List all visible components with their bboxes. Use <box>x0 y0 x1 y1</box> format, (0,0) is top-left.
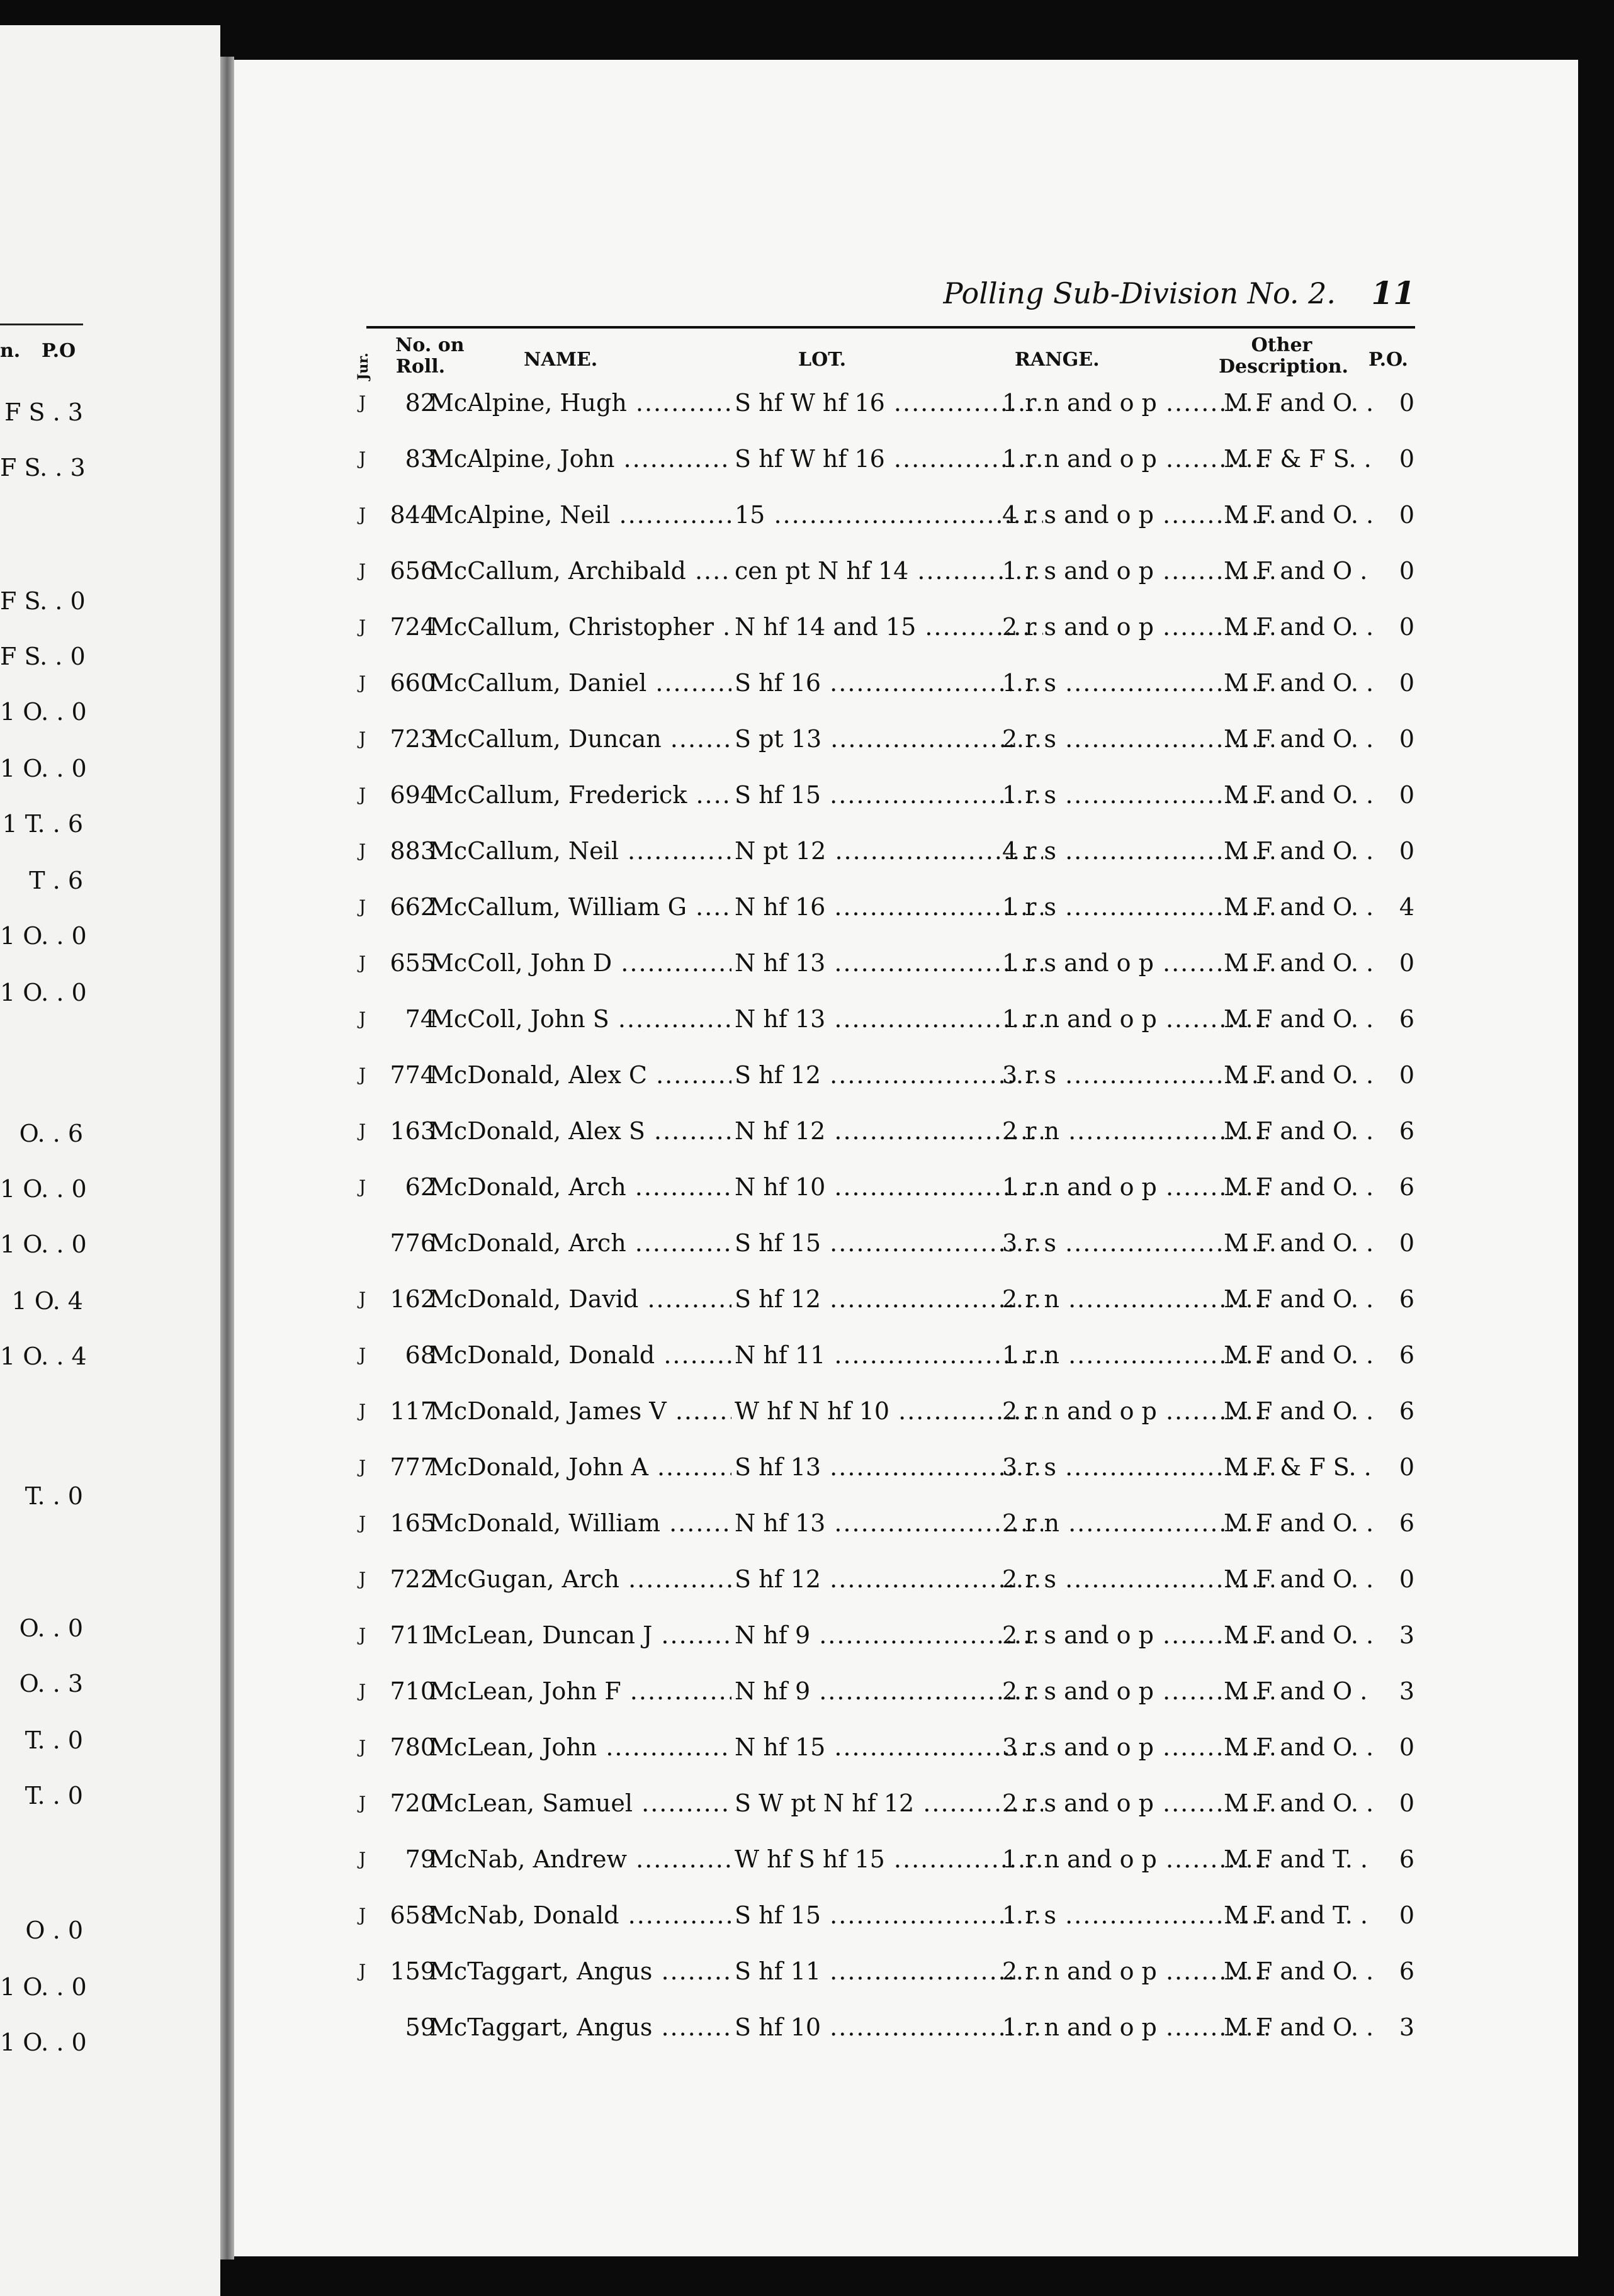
row-jur: J <box>359 560 366 581</box>
row-range: 3 r s ..... <box>1002 1448 1274 1486</box>
left-page-fragment: 1 O. . 0 <box>0 922 87 950</box>
row-range: 1 r n and o p ..... <box>1002 384 1274 422</box>
col-po: P.O. <box>1369 349 1408 371</box>
row-description: M F and O. . <box>1224 1733 1374 1761</box>
table-row <box>353 1336 1423 1392</box>
row-po: 3 <box>1399 1621 1415 1649</box>
row-description: M F and T. . <box>1224 1901 1368 1929</box>
row-name: McCallum, William G ..... <box>429 888 731 926</box>
col-no-on-roll <box>395 334 465 378</box>
row-roll-number: 660 <box>390 669 436 697</box>
row-description: M F and O. . <box>1224 1061 1374 1089</box>
row-name: McLean, John F ..... <box>429 1672 731 1710</box>
row-po: 4 <box>1399 893 1415 921</box>
row-roll-number: 656 <box>390 557 436 585</box>
row-jur: J <box>359 1736 366 1757</box>
row-range: 3 r s ..... <box>1002 1224 1274 1262</box>
book-spine <box>220 57 234 2259</box>
row-name: McDonald, John A ..... <box>429 1448 731 1486</box>
row-range: 1 r s and o p ..... <box>1002 944 1274 982</box>
left-page-fragment: 1 O. . 0 <box>0 1230 87 1258</box>
row-description: M F & F S. . <box>1224 445 1372 473</box>
row-lot: S hf 15 ..... <box>735 776 1043 814</box>
row-po: 6 <box>1399 1117 1415 1145</box>
row-range: 2 r n and o p ..... <box>1002 1392 1274 1430</box>
row-roll-number: 777 <box>390 1453 436 1481</box>
left-page-fragment: O. . 0 <box>19 1614 83 1642</box>
page-title: Polling Sub-Division No. 2. <box>943 276 1336 310</box>
row-range: 2 r n and o p ..... <box>1002 1952 1274 1990</box>
row-jur: J <box>359 784 366 805</box>
table-row <box>353 1784 1423 1840</box>
row-jur: J <box>359 1849 366 1869</box>
table-row <box>353 1168 1423 1224</box>
table-row <box>353 1616 1423 1672</box>
row-description: M F and O. . <box>1224 1789 1374 1817</box>
row-name: McDonald, William ..... <box>429 1504 731 1542</box>
row-range: 2 r n ..... <box>1002 1112 1274 1150</box>
row-po: 0 <box>1399 1733 1415 1761</box>
row-description: M F and O. . <box>1224 2013 1374 2041</box>
row-name: McNab, Andrew ..... <box>429 1840 731 1878</box>
row-roll-number: 165 <box>390 1509 436 1537</box>
row-name: McLean, Samuel ..... <box>429 1784 731 1822</box>
row-po: 6 <box>1399 1845 1415 1873</box>
row-po: 6 <box>1399 1285 1415 1313</box>
row-range: 1 r n ..... <box>1002 1336 1274 1374</box>
row-description: M F and O. . <box>1224 1005 1374 1033</box>
row-po: 0 <box>1399 1061 1415 1089</box>
row-name: McDonald, James V ..... <box>429 1392 731 1430</box>
col-other-description <box>1219 334 1348 378</box>
row-description: M F and O. . <box>1224 725 1374 753</box>
col-lot: LOT. <box>798 349 847 371</box>
table-row <box>353 1056 1423 1112</box>
row-roll-number: 658 <box>390 1901 436 1929</box>
row-jur: J <box>359 392 366 413</box>
row-range: 1 r s ..... <box>1002 888 1274 926</box>
row-po: 0 <box>1399 557 1415 585</box>
row-description: M F and O. . <box>1224 1957 1374 1985</box>
row-lot: 15 ..... <box>735 496 1043 534</box>
row-roll-number: 722 <box>390 1565 436 1593</box>
row-lot: N hf 13 ..... <box>735 1000 1043 1038</box>
row-range: 2 r s and o p ..... <box>1002 608 1274 646</box>
row-name: McDonald, Arch ..... <box>429 1224 731 1262</box>
row-roll-number: 74 <box>405 1005 436 1033</box>
left-page-fragment: 1 O. . 0 <box>0 755 87 782</box>
col-jur: Jur. <box>355 352 371 380</box>
row-lot: S hf 16 ..... <box>735 664 1043 702</box>
row-po: 6 <box>1399 1397 1415 1425</box>
row-name: McDonald, Alex S ..... <box>429 1112 731 1150</box>
row-roll-number: 117 <box>390 1397 436 1425</box>
row-range: 1 r n and o p ..... <box>1002 1000 1274 1038</box>
row-po: 0 <box>1399 445 1415 473</box>
row-po: 6 <box>1399 1957 1415 1985</box>
row-po: 0 <box>1399 1229 1415 1257</box>
row-roll-number: 83 <box>405 445 436 473</box>
row-roll-number: 62 <box>405 1173 436 1201</box>
row-description: M F and T. . <box>1224 1845 1368 1873</box>
left-page-fragment: O. . 3 <box>19 1670 83 1697</box>
left-page-fragment: F S. . 0 <box>0 587 86 615</box>
table-row <box>353 776 1423 832</box>
row-description: M F and O. . <box>1224 837 1374 865</box>
row-range: 1 r s and o p ..... <box>1002 552 1274 590</box>
row-lot: S hf 12 ..... <box>735 1056 1043 1094</box>
row-lot: N hf 16 ..... <box>735 888 1043 926</box>
row-name: McLean, John ..... <box>429 1728 731 1766</box>
row-lot: S pt 13 ..... <box>735 720 1043 758</box>
left-page-rule <box>0 324 83 325</box>
left-page-fragment: T. . 0 <box>25 1482 83 1510</box>
row-name: McDonald, Alex C ..... <box>429 1056 731 1094</box>
row-jur: J <box>359 1176 366 1197</box>
row-name: McDonald, David ..... <box>429 1280 731 1318</box>
row-description: M F and O. . <box>1224 669 1374 697</box>
table-row <box>353 664 1423 720</box>
row-po: 6 <box>1399 1509 1415 1537</box>
row-description: M F and O. . <box>1224 1285 1374 1313</box>
row-range: 3 r s and o p ..... <box>1002 1728 1274 1766</box>
left-page-fragment: 1 O. . 0 <box>0 2029 87 2056</box>
left-page-fragment: 1 O. . 0 <box>0 1973 87 2001</box>
row-po: 0 <box>1399 389 1415 417</box>
table-row <box>353 1112 1423 1168</box>
row-lot: cen pt N hf 14 ..... <box>735 552 1043 590</box>
left-page-fragment: 1 T. . 6 <box>2 810 83 838</box>
left-page-fragment: T. . 0 <box>25 1782 83 1809</box>
row-range: 1 r n and o p ..... <box>1002 1840 1274 1878</box>
row-name: McAlpine, Neil ..... <box>429 496 731 534</box>
row-lot: N hf 11 ..... <box>735 1336 1043 1374</box>
table-row <box>353 2008 1423 2064</box>
table-row <box>353 1280 1423 1336</box>
row-description: M F and O. . <box>1224 1341 1374 1369</box>
table-row <box>353 1840 1423 1896</box>
row-po: 3 <box>1399 1677 1415 1705</box>
row-roll-number: 711 <box>390 1621 436 1649</box>
table-row <box>353 720 1423 776</box>
row-jur: J <box>359 1568 366 1589</box>
row-po: 0 <box>1399 949 1415 977</box>
row-po: 0 <box>1399 837 1415 865</box>
row-lot: S hf 12 ..... <box>735 1280 1043 1318</box>
col-range: RANGE. <box>1015 349 1100 371</box>
row-lot: S hf 12 ..... <box>735 1560 1043 1598</box>
row-po: 0 <box>1399 725 1415 753</box>
table-row <box>353 1728 1423 1784</box>
row-roll-number: 159 <box>390 1957 436 1985</box>
row-lot: N hf 12 ..... <box>735 1112 1043 1150</box>
row-roll-number: 724 <box>390 613 436 641</box>
row-jur: J <box>359 840 366 861</box>
table-row <box>353 1224 1423 1280</box>
row-description: M F and O. . <box>1224 389 1374 417</box>
row-jur: J <box>359 1120 366 1141</box>
row-range: 2 r s and o p ..... <box>1002 1672 1274 1710</box>
left-page-fragment: 1 O. . 4 <box>0 1342 87 1370</box>
row-roll-number: 82 <box>405 389 436 417</box>
left-page-fragment: 1 O. . 0 <box>0 979 87 1006</box>
row-range: 3 r s ..... <box>1002 1056 1274 1094</box>
page-number: 11 <box>1371 274 1415 312</box>
row-roll-number: 780 <box>390 1733 436 1761</box>
row-name: McCallum, Frederick ..... <box>429 776 731 814</box>
row-po: 6 <box>1399 1005 1415 1033</box>
left-page-fragment: O . 0 <box>25 1916 83 1944</box>
row-po: 0 <box>1399 781 1415 809</box>
row-range: 1 r n and o p ..... <box>1002 440 1274 478</box>
row-name: McCallum, Neil ..... <box>429 832 731 870</box>
row-roll-number: 694 <box>390 781 436 809</box>
row-description: M F and O. . <box>1224 1565 1374 1593</box>
row-range: 2 r n ..... <box>1002 1504 1274 1542</box>
row-description: M F and O. . <box>1224 1621 1374 1649</box>
row-jur: J <box>359 1064 366 1085</box>
row-description: M F and O. . <box>1224 949 1374 977</box>
left-page-fragment: 1 O. . 0 <box>0 698 87 726</box>
table-row <box>353 944 1423 1000</box>
row-description: M F and O. . <box>1224 893 1374 921</box>
row-po: 0 <box>1399 1901 1415 1929</box>
row-lot: S hf W hf 16 ..... <box>735 384 1043 422</box>
row-roll-number: 162 <box>390 1285 436 1313</box>
left-page-fragment: T. . 0 <box>25 1726 83 1754</box>
left-page-fragment: T . 6 <box>29 867 83 894</box>
voter-list <box>353 384 1423 2064</box>
row-jur: J <box>359 1512 366 1533</box>
row-jur: J <box>359 504 366 525</box>
row-roll-number: 774 <box>390 1061 436 1089</box>
row-po: 0 <box>1399 669 1415 697</box>
column-headers <box>353 335 1423 389</box>
row-po: 6 <box>1399 1341 1415 1369</box>
row-lot: N hf 15 ..... <box>735 1728 1043 1766</box>
row-po: 0 <box>1399 1453 1415 1481</box>
table-row <box>353 1896 1423 1952</box>
row-lot: S hf 15 ..... <box>735 1896 1043 1934</box>
table-row <box>353 1672 1423 1728</box>
row-range: 2 r s and o p ..... <box>1002 1784 1274 1822</box>
row-description: M F and O. . <box>1224 1117 1374 1145</box>
row-name: McCallum, Archibald ..... <box>429 552 731 590</box>
row-range: 1 r s ..... <box>1002 776 1274 814</box>
col-no-on-roll-line1: No. on <box>395 334 465 356</box>
row-range: 2 r s ..... <box>1002 720 1274 758</box>
left-header-po: P.O <box>42 340 76 362</box>
row-po: 6 <box>1399 1173 1415 1201</box>
row-jur: J <box>359 1624 366 1645</box>
row-jur: J <box>359 1400 366 1421</box>
table-row <box>353 1560 1423 1616</box>
left-page-fragment: 1 O. 4 <box>11 1287 83 1315</box>
row-po: 0 <box>1399 613 1415 641</box>
row-jur: J <box>359 1792 366 1813</box>
row-lot: N hf 9 ..... <box>735 1616 1043 1654</box>
table-row <box>353 1504 1423 1560</box>
row-name: McAlpine, John ..... <box>429 440 731 478</box>
left-page-fragment: F S . 3 <box>4 398 83 426</box>
row-roll-number: 655 <box>390 949 436 977</box>
row-lot: S hf 11 ..... <box>735 1952 1043 1990</box>
row-range: 4 r s ..... <box>1002 832 1274 870</box>
row-roll-number: 662 <box>390 893 436 921</box>
row-name: McColl, John S ..... <box>429 1000 731 1038</box>
row-po: 0 <box>1399 1789 1415 1817</box>
row-range: 4 r s and o p ..... <box>1002 496 1274 534</box>
table-row <box>353 1952 1423 2008</box>
row-roll-number: 79 <box>405 1845 436 1873</box>
table-row <box>353 496 1423 552</box>
table-row <box>353 1448 1423 1504</box>
row-name: McCallum, Duncan ..... <box>429 720 731 758</box>
row-range: 1 r s ..... <box>1002 1896 1274 1934</box>
row-po: 0 <box>1399 501 1415 529</box>
row-lot: N hf 14 and 15 ..... <box>735 608 1043 646</box>
row-name: McTaggart, Angus ..... <box>429 2008 731 2046</box>
row-range: 2 r n ..... <box>1002 1280 1274 1318</box>
left-page-fragment: F S. . 3 <box>0 454 86 481</box>
row-jur: J <box>359 448 366 469</box>
row-description: M F and O . <box>1224 557 1368 585</box>
row-jur: J <box>359 1961 366 1981</box>
row-range: 1 r n and o p ..... <box>1002 1168 1274 1206</box>
table-row <box>353 440 1423 496</box>
row-name: McCallum, Christopher ..... <box>429 608 731 646</box>
row-description: M F and O. . <box>1224 1397 1374 1425</box>
col-other-line1: Other <box>1251 334 1312 356</box>
row-roll-number: 710 <box>390 1677 436 1705</box>
row-jur: J <box>359 672 366 693</box>
left-page <box>0 25 220 2296</box>
row-lot: W hf S hf 15 ..... <box>735 1840 1043 1878</box>
row-jur: J <box>359 1456 366 1477</box>
row-roll-number: 776 <box>390 1229 436 1257</box>
row-lot: N hf 13 ..... <box>735 1504 1043 1542</box>
row-roll-number: 844 <box>390 501 436 529</box>
row-name: McDonald, Arch ..... <box>429 1168 731 1206</box>
col-name: NAME. <box>524 349 598 371</box>
row-lot: N hf 9 ..... <box>735 1672 1043 1710</box>
row-roll-number: 59 <box>405 2013 436 2041</box>
table-row <box>353 552 1423 608</box>
row-description: M F and O. . <box>1224 501 1374 529</box>
row-po: 0 <box>1399 1565 1415 1593</box>
row-description: M F and O. . <box>1224 613 1374 641</box>
row-name: McDonald, Donald ..... <box>429 1336 731 1374</box>
header-rule <box>366 326 1415 329</box>
row-description: M F and O. . <box>1224 1229 1374 1257</box>
row-description: M F and O. . <box>1224 1173 1374 1201</box>
row-roll-number: 163 <box>390 1117 436 1145</box>
left-page-fragment: 1 O. . 0 <box>0 1175 87 1203</box>
row-roll-number: 68 <box>405 1341 436 1369</box>
row-jur: J <box>359 952 366 973</box>
left-header-fragment: n. <box>0 340 21 362</box>
row-description: M F and O . <box>1224 1677 1368 1705</box>
row-roll-number: 723 <box>390 725 436 753</box>
row-lot: S hf 15 ..... <box>735 1224 1043 1262</box>
table-row <box>353 1392 1423 1448</box>
col-other-line2: Description. <box>1219 356 1348 378</box>
row-name: McNab, Donald ..... <box>429 1896 731 1934</box>
row-jur: J <box>359 728 366 749</box>
row-jur: J <box>359 1288 366 1309</box>
row-roll-number: 883 <box>390 837 436 865</box>
row-lot: S hf 13 ..... <box>735 1448 1043 1486</box>
row-range: 1 r n and o p ..... <box>1002 2008 1274 2046</box>
table-row <box>353 608 1423 664</box>
table-row <box>353 1000 1423 1056</box>
row-roll-number: 720 <box>390 1789 436 1817</box>
page-header <box>366 274 1415 312</box>
table-row <box>353 384 1423 440</box>
row-lot: N hf 13 ..... <box>735 944 1043 982</box>
row-name: McTaggart, Angus ..... <box>429 1952 731 1990</box>
row-jur: J <box>359 616 366 637</box>
row-range: 2 r s and o p ..... <box>1002 1616 1274 1654</box>
row-lot: S hf 10 ..... <box>735 2008 1043 2046</box>
row-lot: N pt 12 ..... <box>735 832 1043 870</box>
row-jur: J <box>359 896 366 917</box>
row-range: 1 r s ..... <box>1002 664 1274 702</box>
row-description: M F and O. . <box>1224 1509 1374 1537</box>
row-name: McAlpine, Hugh ..... <box>429 384 731 422</box>
row-jur: J <box>359 1680 366 1701</box>
table-row <box>353 832 1423 888</box>
row-name: McLean, Duncan J ..... <box>429 1616 731 1654</box>
row-name: McGugan, Arch ..... <box>429 1560 731 1598</box>
row-lot: W hf N hf 10 ..... <box>735 1392 1043 1430</box>
row-lot: S W pt N hf 12 ..... <box>735 1784 1043 1822</box>
table-row <box>353 888 1423 944</box>
row-jur: J <box>359 1008 366 1029</box>
left-page-fragment: F S. . 0 <box>0 643 86 670</box>
row-range: 2 r s ..... <box>1002 1560 1274 1598</box>
left-page-fragment: O. . 6 <box>19 1120 83 1147</box>
row-lot: N hf 10 ..... <box>735 1168 1043 1206</box>
col-no-on-roll-line2: Roll. <box>395 356 446 378</box>
row-description: M F & F S. . <box>1224 1453 1372 1481</box>
row-lot: S hf W hf 16 ..... <box>735 440 1043 478</box>
row-jur: J <box>359 1344 366 1365</box>
row-po: 3 <box>1399 2013 1415 2041</box>
row-name: McCallum, Daniel ..... <box>429 664 731 702</box>
row-jur: J <box>359 1905 366 1925</box>
row-description: M F and O. . <box>1224 781 1374 809</box>
row-name: McColl, John D ..... <box>429 944 731 982</box>
